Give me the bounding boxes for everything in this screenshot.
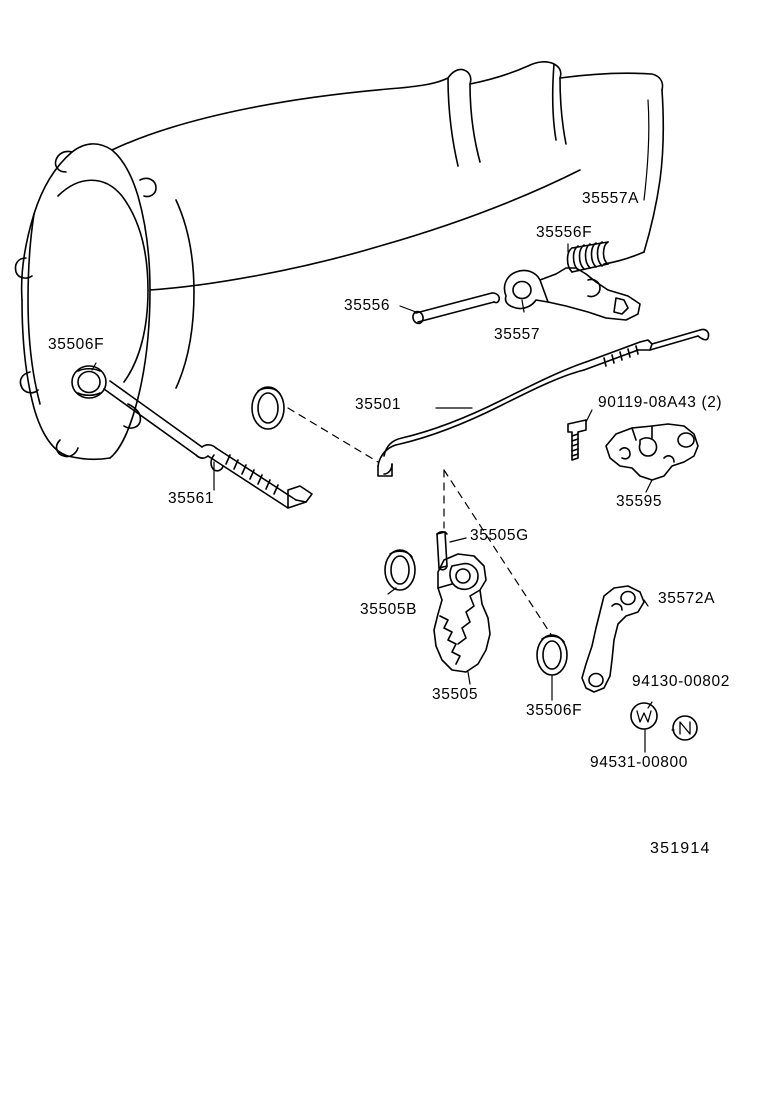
bushing-ring-left [252,387,284,429]
assembly-dashed-lines [288,408,552,636]
part-label-35506f-lower: 35506F [526,702,583,719]
part-label-90119-08a43: 90119-08A43 (2) [598,394,723,411]
part-label-35505: 35505 [432,686,479,703]
part-label-94130-00802: 94130-00802 [632,673,730,690]
washer-94531-00800 [631,703,657,729]
part-label-35572a: 35572A [658,590,716,607]
part-label-35561: 35561 [168,490,215,507]
part-label-94531-00800: 94531-00800 [590,754,688,771]
figure-number: 351914 [650,840,711,857]
oil-seal-35506f-upper [72,366,106,398]
part-label-35557: 35557 [494,326,541,343]
leader-35557a [644,100,649,200]
part-label-35556f-upper: 35556F [536,224,593,241]
part-label-35505g: 35505G [470,527,529,544]
nut-94130-00802 [673,716,697,740]
transmission-case-outline [15,62,663,459]
shift-head-35505 [434,554,490,672]
bushing-35505b [385,550,415,590]
part-label-35506f-upper: 35506F [48,336,105,353]
oil-seal-35506f-lower [537,635,567,675]
pin-35556 [412,293,500,325]
part-label-35557a: 35557A [582,190,640,207]
part-label-35595: 35595 [616,493,663,510]
part-label-35556: 35556 [344,297,391,314]
lever-35557 [504,268,640,320]
part-label-35501: 35501 [355,396,402,413]
part-label-35505b: 35505B [360,601,418,618]
shift-shaft-35561 [104,381,312,508]
bolt-90119-08a43 [568,420,586,460]
bracket-35595 [606,424,698,480]
